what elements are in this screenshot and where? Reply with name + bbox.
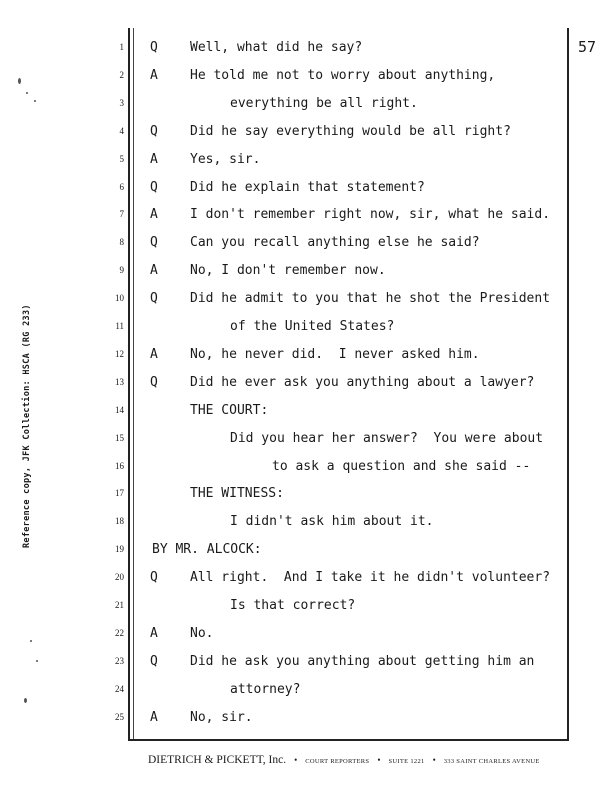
line-number: 19 bbox=[115, 544, 124, 555]
transcript-line bbox=[0, 205, 567, 225]
transcript-line bbox=[0, 66, 567, 86]
speaker-label: A bbox=[150, 67, 158, 83]
transcript-line bbox=[0, 150, 567, 170]
line-number: 6 bbox=[119, 181, 124, 192]
transcript-line bbox=[0, 652, 567, 672]
transcript-line bbox=[0, 708, 567, 728]
line-text: Is that correct? bbox=[230, 598, 356, 613]
line-text: Did he explain that statement? bbox=[190, 179, 425, 195]
footer-separator: • bbox=[377, 755, 381, 765]
transcript-line bbox=[0, 484, 567, 504]
line-number: 17 bbox=[115, 488, 124, 499]
transcript-line bbox=[0, 345, 567, 365]
line-text: Yes, sir. bbox=[190, 151, 261, 167]
footer bbox=[148, 750, 540, 768]
line-number: 12 bbox=[115, 348, 124, 359]
line-text: BY MR. ALCOCK: bbox=[152, 542, 262, 558]
transcript-line bbox=[0, 317, 567, 337]
line-text: No. bbox=[190, 625, 214, 641]
speaker-label: A bbox=[150, 263, 158, 279]
speaker-label: A bbox=[150, 151, 158, 167]
transcript-line bbox=[0, 373, 567, 393]
transcript-line bbox=[0, 429, 567, 449]
line-text: THE COURT: bbox=[190, 402, 269, 418]
line-number: 10 bbox=[115, 293, 124, 304]
line-number: 8 bbox=[119, 237, 124, 248]
archive-reference-label: Reference copy, JFK Collection: HSCA (RG 233) bbox=[22, 304, 32, 548]
transcript-line bbox=[0, 596, 567, 616]
transcript-line bbox=[0, 568, 567, 588]
transcript-line bbox=[0, 94, 567, 114]
line-text: of the United States? bbox=[230, 319, 395, 334]
line-number: 7 bbox=[119, 209, 124, 220]
line-text: No, sir. bbox=[190, 709, 253, 725]
scan-speck bbox=[24, 698, 27, 703]
scan-speck bbox=[18, 78, 21, 84]
footer-separator: • bbox=[294, 755, 298, 765]
scan-speck bbox=[30, 640, 32, 642]
line-number: 2 bbox=[119, 69, 124, 80]
transcript-line bbox=[0, 624, 567, 644]
line-number: 13 bbox=[115, 376, 124, 387]
transcript-line bbox=[0, 289, 567, 309]
transcript-line bbox=[0, 457, 567, 477]
speaker-label: A bbox=[150, 346, 158, 362]
line-text: All right. And I take it he didn't volunteer? bbox=[190, 570, 551, 586]
footer-firm: DIETRICH & PICKETT, Inc. bbox=[148, 754, 287, 766]
line-text: I don't remember right now, sir, what he said. bbox=[190, 207, 551, 223]
line-text: I didn't ask him about it. bbox=[230, 514, 434, 530]
speaker-label: Q bbox=[150, 374, 158, 390]
page-number: 57 bbox=[578, 38, 597, 56]
speaker-label: Q bbox=[150, 40, 158, 55]
line-number: 5 bbox=[119, 153, 124, 164]
line-number: 20 bbox=[115, 572, 124, 583]
transcript-line bbox=[0, 680, 567, 700]
transcript-line bbox=[0, 38, 567, 58]
line-text: Did he say everything would be all right? bbox=[190, 123, 511, 139]
line-number: 1 bbox=[119, 42, 124, 52]
speaker-label: A bbox=[150, 709, 158, 725]
footer-suite: SUITE 1221 bbox=[388, 758, 425, 765]
line-text: Did he ever ask you anything about a lawyer? bbox=[190, 374, 535, 390]
line-text: Well, what did he say? bbox=[190, 40, 363, 55]
line-text: to ask a question and she said -- bbox=[272, 458, 531, 474]
line-number: 11 bbox=[115, 321, 124, 331]
transcript-line bbox=[0, 261, 567, 281]
line-number: 23 bbox=[115, 655, 124, 666]
line-text: everything be all right. bbox=[230, 95, 418, 111]
line-text: Did you hear her answer? You were about bbox=[230, 430, 544, 446]
line-text: Did he ask you anything about getting him an bbox=[190, 653, 535, 669]
speaker-label: A bbox=[150, 625, 158, 641]
line-text: No, he never did. I never asked him. bbox=[190, 346, 480, 362]
line-number: 18 bbox=[115, 516, 124, 527]
transcript-line bbox=[0, 122, 567, 142]
line-number: 24 bbox=[115, 683, 124, 694]
bottom-rule bbox=[128, 739, 569, 741]
line-text: Did he admit to you that he shot the President bbox=[190, 291, 551, 307]
speaker-label: Q bbox=[150, 653, 158, 669]
scan-speck bbox=[36, 660, 38, 662]
transcript-line bbox=[0, 233, 567, 253]
footer-separator: • bbox=[432, 755, 436, 765]
line-text: No, I don't remember now. bbox=[190, 263, 386, 279]
line-number: 21 bbox=[115, 600, 124, 610]
line-number: 15 bbox=[115, 432, 124, 443]
transcript-line bbox=[0, 178, 567, 198]
footer-reporters: COURT REPORTERS bbox=[305, 758, 370, 765]
line-number: 4 bbox=[119, 125, 124, 136]
speaker-label: Q bbox=[150, 570, 158, 586]
speaker-label: A bbox=[150, 207, 158, 223]
transcript-line bbox=[0, 512, 567, 532]
transcript-line bbox=[0, 401, 567, 421]
line-number: 9 bbox=[119, 265, 124, 276]
line-text: He told me not to worry about anything, bbox=[190, 67, 496, 83]
speaker-label: Q bbox=[150, 179, 158, 195]
line-number: 25 bbox=[115, 711, 124, 722]
right-margin-rule bbox=[567, 28, 569, 739]
scan-speck bbox=[34, 100, 36, 102]
line-number: 14 bbox=[115, 404, 124, 415]
line-number: 16 bbox=[115, 460, 124, 471]
line-number: 22 bbox=[115, 627, 124, 638]
line-text: attorney? bbox=[230, 681, 301, 697]
speaker-label: Q bbox=[150, 235, 158, 251]
footer-address: 333 SAINT CHARLES AVENUE bbox=[443, 758, 540, 765]
line-text: Can you recall anything else he said? bbox=[190, 235, 480, 251]
transcript-line bbox=[0, 540, 567, 560]
line-number: 3 bbox=[119, 97, 124, 108]
speaker-label: Q bbox=[150, 291, 158, 307]
scan-speck bbox=[26, 92, 28, 94]
line-text: THE WITNESS: bbox=[190, 486, 284, 502]
speaker-label: Q bbox=[150, 123, 158, 139]
